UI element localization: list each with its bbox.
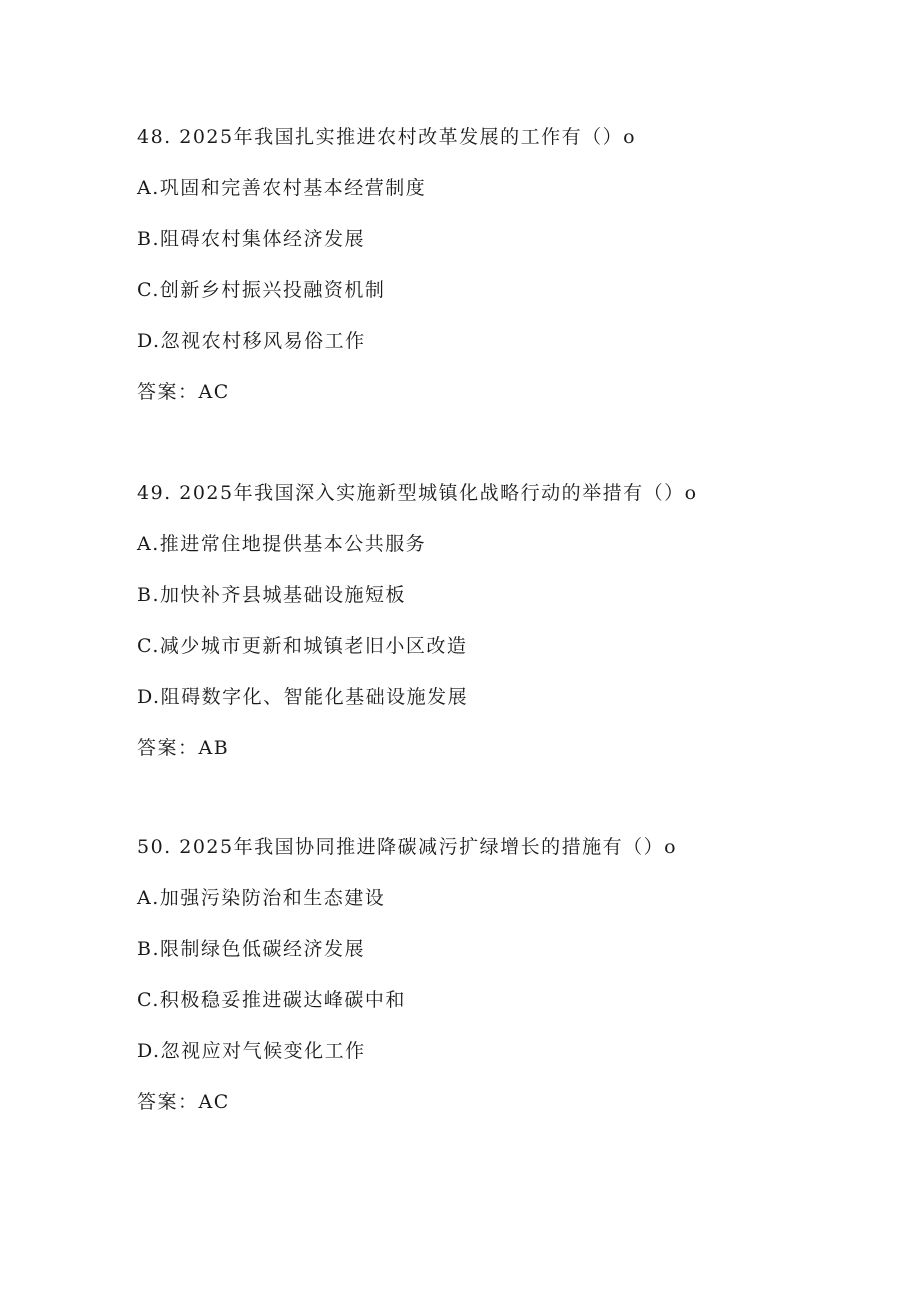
question-49	[137, 478, 837, 784]
option-c: C.减少城市更新和城镇老旧小区改造	[137, 635, 468, 657]
question-stem: 49. 2025年我国深入实施新型城镇化战略行动的举措有（）o	[137, 482, 698, 504]
question-50	[137, 832, 837, 1138]
answer-line: 答案：AB	[137, 737, 230, 759]
option-d: D.忽视应对气候变化工作	[137, 1040, 366, 1062]
option-d: D.忽视农村移风易俗工作	[137, 330, 366, 352]
option-b: B.加快补齐县城基础设施短板	[137, 584, 407, 606]
answer-line: 答案：AC	[137, 1091, 230, 1113]
option-a: A.加强污染防治和生态建设	[137, 887, 386, 909]
question-stem: 50. 2025年我国协同推进降碳减污扩绿增长的措施有（）o	[137, 836, 678, 858]
option-a: A.推进常住地提供基本公共服务	[137, 533, 427, 555]
answer-line: 答案：AC	[137, 381, 230, 403]
question-48	[137, 122, 837, 428]
option-c: C.积极稳妥推进碳达峰碳中和	[137, 989, 406, 1011]
option-b: B.阻碍农村集体经济发展	[137, 228, 366, 250]
option-b: B.限制绿色低碳经济发展	[137, 938, 366, 960]
option-c: C.创新乡村振兴投融资机制	[137, 279, 386, 301]
option-a: A.巩固和完善农村基本经营制度	[137, 177, 427, 199]
question-stem: 48. 2025年我国扎实推进农村改革发展的工作有（）o	[137, 126, 637, 148]
option-d: D.阻碍数字化、智能化基础设施发展	[137, 686, 469, 708]
